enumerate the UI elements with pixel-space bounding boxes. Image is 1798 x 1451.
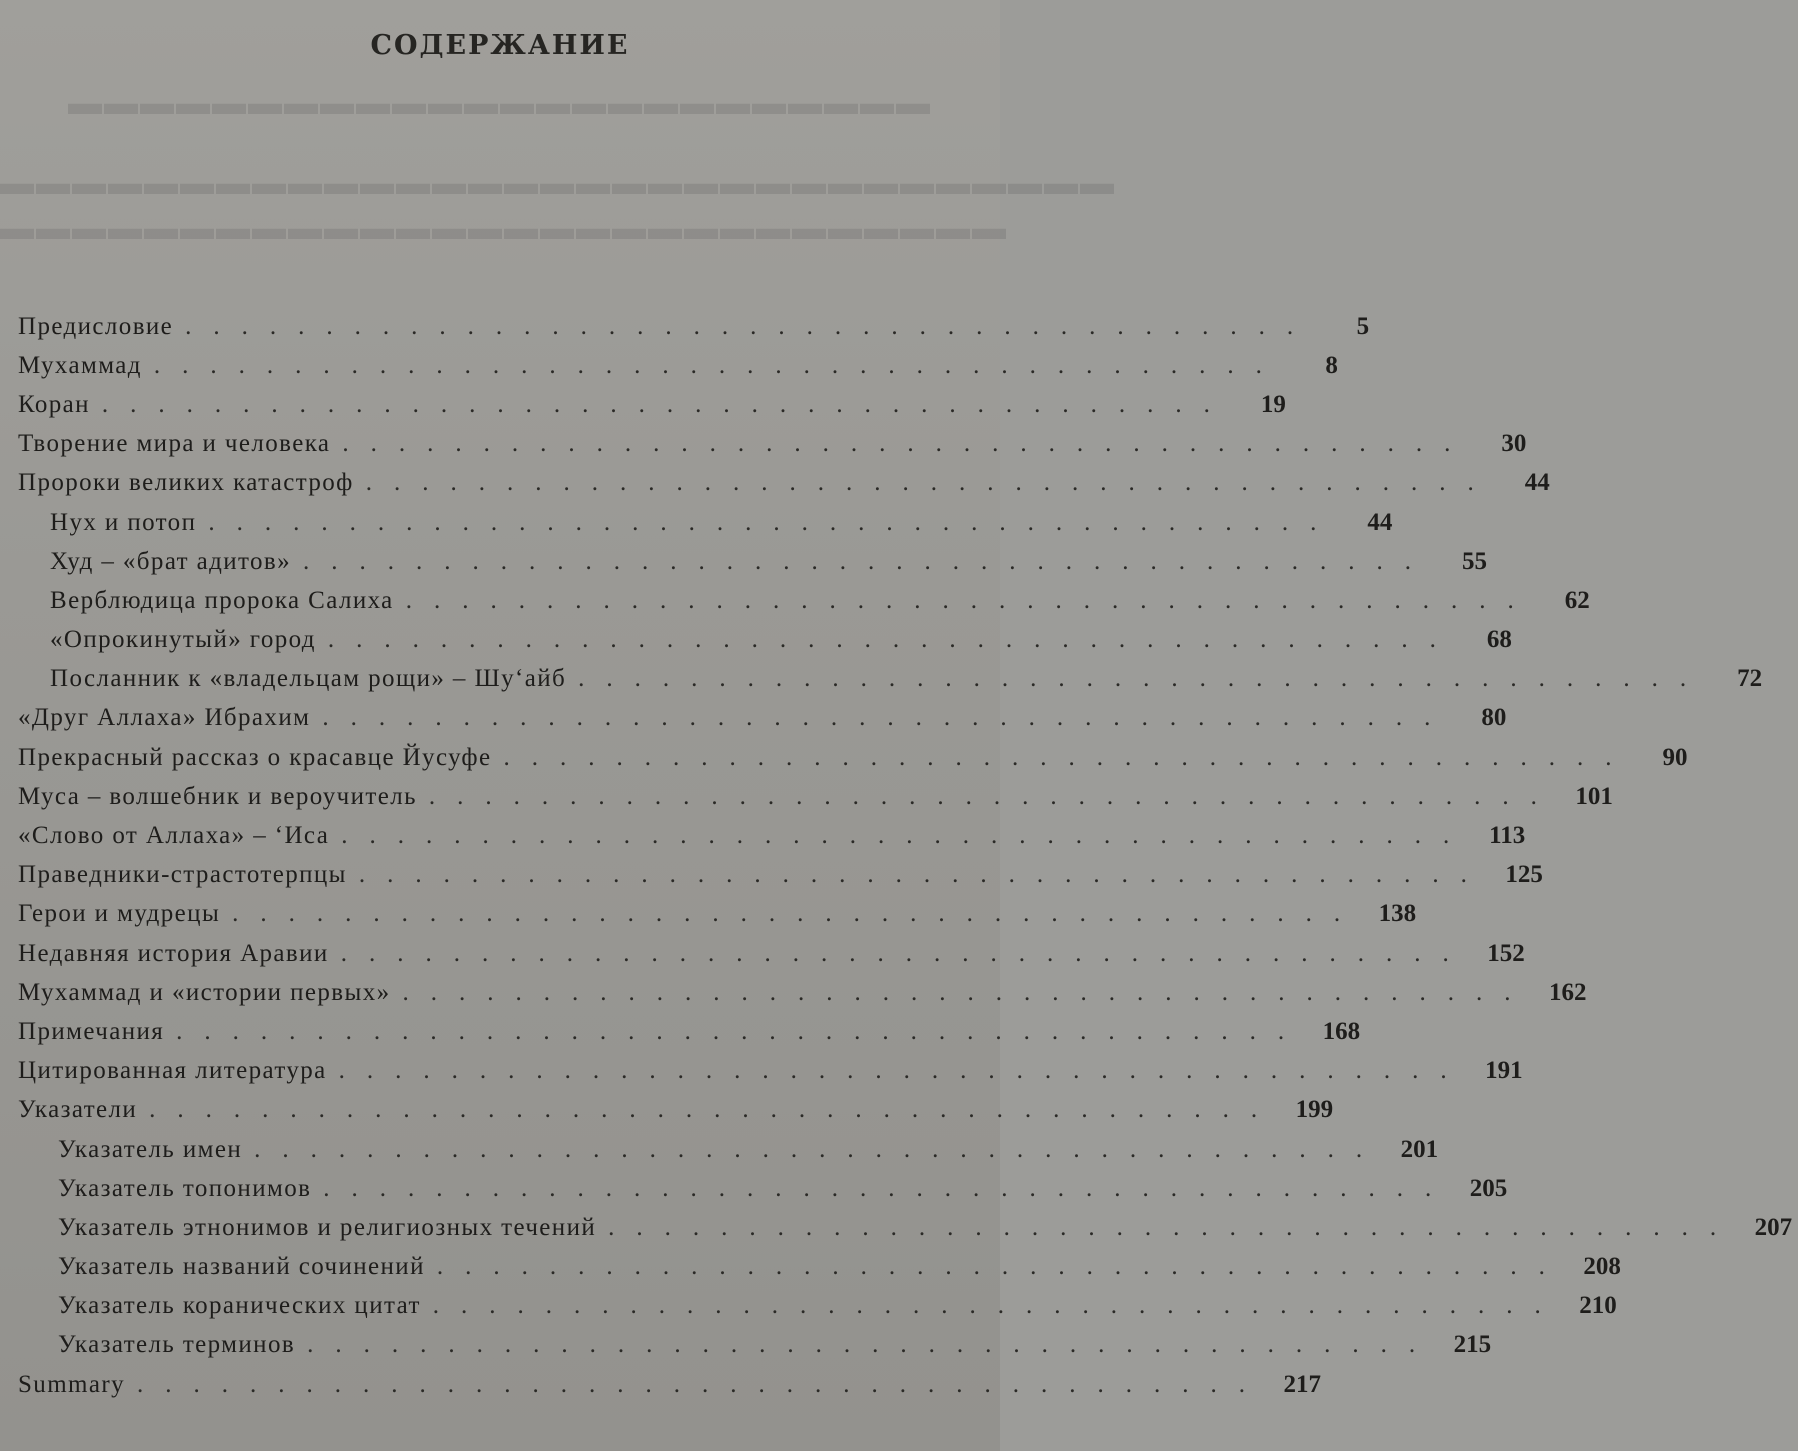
toc-entry-title: Указатель терминов xyxy=(58,1331,296,1359)
toc-entry-page: 215 xyxy=(1453,1331,1492,1359)
dot-leader: ........................................ xyxy=(232,900,1363,928)
toc-entry-page: 72 xyxy=(1737,665,1763,693)
dot-leader: ........................................ xyxy=(608,1213,1739,1241)
toc-entry-page: 162 xyxy=(1549,978,1587,1006)
dot-leader: ........................................ xyxy=(101,390,1232,418)
dot-leader: ........................................ xyxy=(176,1017,1307,1045)
toc-entry-title: Творение мира и человека xyxy=(18,430,331,458)
dot-leader: ........................................ xyxy=(137,1370,1268,1398)
table-of-contents xyxy=(18,307,1793,1404)
toc-subentry xyxy=(18,1287,1617,1326)
toc-entry xyxy=(18,346,1338,385)
toc-entry-title: Муса – волшебник и вероучитель xyxy=(18,782,417,810)
toc-entry xyxy=(18,425,1527,464)
toc-subentry xyxy=(18,1169,1508,1208)
dot-leader: ........................................ xyxy=(358,861,1489,889)
toc-entry-page: 138 xyxy=(1378,900,1417,928)
dot-leader: ........................................ xyxy=(365,469,1496,497)
toc-entry-page: 62 xyxy=(1564,586,1590,614)
toc-entry-title: Коран xyxy=(18,390,90,418)
toc-entry-title: Мухаммад и «истории первых» xyxy=(18,978,391,1006)
toc-entry-page: 205 xyxy=(1469,1174,1508,1202)
toc-entry xyxy=(18,895,1417,934)
toc-entry-title: Герои и мудрецы xyxy=(18,900,221,928)
toc-subentry xyxy=(18,542,1488,581)
toc-entry-page: 68 xyxy=(1486,626,1512,654)
toc-entry-title: Худ – «брат адитов» xyxy=(50,547,292,575)
toc-entry xyxy=(18,816,1526,855)
toc-entry-page: 113 xyxy=(1489,822,1526,850)
toc-entry-title: Нух и потоп xyxy=(50,508,197,536)
toc-entry-title: Предисловие xyxy=(18,312,174,340)
dot-leader: ........................................ xyxy=(327,626,1458,654)
dot-leader: ........................................ xyxy=(153,351,1284,379)
dot-leader: ........................................ xyxy=(402,978,1533,1006)
toc-entry-page: 8 xyxy=(1325,351,1338,379)
toc-entry-title: «Слово от Аллаха» – ‘Иса xyxy=(18,822,330,850)
dot-leader: ........................................ xyxy=(428,782,1559,810)
toc-entry xyxy=(18,934,1525,973)
dot-leader: ........................................ xyxy=(185,312,1316,340)
dot-leader: ........................................ xyxy=(338,1057,1469,1085)
toc-entry-title: Цитированная литература xyxy=(18,1057,327,1085)
toc-entry-page: 152 xyxy=(1487,939,1525,967)
bleed-through-line: ▬▬▬▬▬▬▬▬▬▬▬▬▬▬▬▬▬▬▬▬▬▬▬▬ xyxy=(68,85,932,122)
dot-leader: ........................................ xyxy=(208,508,1339,536)
dot-leader: ........................................ xyxy=(342,430,1473,458)
toc-subentry xyxy=(18,1248,1621,1287)
toc-entry-page: 210 xyxy=(1579,1292,1617,1320)
toc-entry-title: Посланник к «владельцам рощи» – Шу‘айб xyxy=(50,665,567,693)
bleed-through-line: ▬▬▬▬▬▬▬▬▬▬▬▬▬▬▬▬▬▬▬▬▬▬▬▬▬▬▬▬ xyxy=(0,210,1008,247)
toc-entry-page: 191 xyxy=(1485,1057,1523,1085)
toc-entry xyxy=(18,856,1543,895)
dot-leader: ........................................ xyxy=(436,1253,1567,1281)
toc-entry-title: «Друг Аллаха» Ибрахим xyxy=(18,704,311,732)
dot-leader: ........................................ xyxy=(503,743,1634,771)
toc-subentry xyxy=(18,621,1512,660)
dot-leader: ........................................ xyxy=(341,822,1472,850)
page-title: СОДЕРЖАНИЕ xyxy=(370,30,630,61)
dot-leader: ........................................ xyxy=(405,586,1536,614)
toc-entry-page: 5 xyxy=(1356,312,1370,340)
toc-entry-title: Указатель названий сочинений xyxy=(58,1253,425,1281)
bleed-through-line: ▬▬▬▬▬▬▬▬▬▬▬▬▬▬▬▬▬▬▬▬▬▬▬▬▬▬▬▬▬▬▬ xyxy=(0,165,1116,202)
toc-subentry xyxy=(18,503,1393,542)
dot-leader: ........................................ xyxy=(322,704,1453,732)
toc-entry-title: Указатели xyxy=(18,1096,138,1124)
toc-entry-page: 201 xyxy=(1400,1135,1439,1163)
dot-leader: ........................................ xyxy=(303,547,1434,575)
toc-subentry xyxy=(18,660,1763,699)
dot-leader: ........................................ xyxy=(323,1174,1454,1202)
toc-entry-title: Указатель имен xyxy=(58,1135,243,1163)
toc-entry xyxy=(18,738,1688,777)
toc-entry-page: 55 xyxy=(1462,547,1488,575)
toc-entry-title: Прекрасный рассказ о красавце Йусуфе xyxy=(18,743,492,771)
toc-entry-title: Примечания xyxy=(18,1017,165,1045)
dot-leader: ........................................ xyxy=(149,1096,1280,1124)
toc-entry xyxy=(18,1365,1322,1404)
toc-subentry xyxy=(18,1130,1439,1169)
toc-entry-page: 101 xyxy=(1575,782,1613,810)
toc-entry-title: Указатель этнонимов и религиозных течений xyxy=(58,1213,597,1241)
toc-entry-page: 208 xyxy=(1583,1253,1621,1281)
toc-entry xyxy=(18,385,1286,424)
toc-entry xyxy=(18,1052,1523,1091)
toc-entry-page: 125 xyxy=(1505,861,1543,889)
toc-entry-title: Пророки великих катастроф xyxy=(18,469,354,497)
toc-entry-title: Указатель топонимов xyxy=(58,1174,312,1202)
dot-leader: ........................................ xyxy=(578,665,1709,693)
toc-entry xyxy=(18,973,1587,1012)
toc-entry xyxy=(18,699,1507,738)
toc-entry-page: 80 xyxy=(1481,704,1507,732)
toc-entry-page: 19 xyxy=(1260,390,1286,418)
toc-entry xyxy=(18,1012,1361,1051)
toc-entry-page: 168 xyxy=(1322,1017,1361,1045)
toc-entry-page: 44 xyxy=(1524,469,1550,497)
toc-entry-title: «Опрокинутый» город xyxy=(50,626,316,654)
toc-entry-title: Праведники-страстотерпцы xyxy=(18,861,347,889)
toc-entry-page: 90 xyxy=(1662,743,1688,771)
toc-entry xyxy=(18,307,1370,346)
toc-entry-title: Недавняя история Аравии xyxy=(18,939,329,967)
toc-entry-title: Мухаммад xyxy=(18,351,142,379)
dot-leader: ........................................ xyxy=(432,1292,1563,1320)
toc-entry-page: 217 xyxy=(1283,1370,1322,1398)
toc-subentry xyxy=(18,581,1590,620)
toc-entry xyxy=(18,464,1550,503)
dot-leader: ........................................ xyxy=(340,939,1471,967)
toc-entry-title: Верблюдица пророка Салиха xyxy=(50,586,394,614)
toc-entry-page: 44 xyxy=(1367,508,1393,536)
toc-entry-title: Summary xyxy=(18,1370,126,1398)
toc-entry-title: Указатель коранических цитат xyxy=(58,1292,421,1320)
toc-entry xyxy=(18,1091,1334,1130)
dot-leader: ........................................ xyxy=(254,1135,1385,1163)
toc-entry-page: 199 xyxy=(1295,1096,1334,1124)
toc-subentry xyxy=(18,1326,1492,1365)
toc-entry-page: 30 xyxy=(1501,430,1527,458)
toc-subentry xyxy=(18,1208,1793,1247)
toc-entry xyxy=(18,777,1613,816)
dot-leader: ........................................ xyxy=(307,1331,1438,1359)
toc-entry-page: 207 xyxy=(1754,1213,1793,1241)
